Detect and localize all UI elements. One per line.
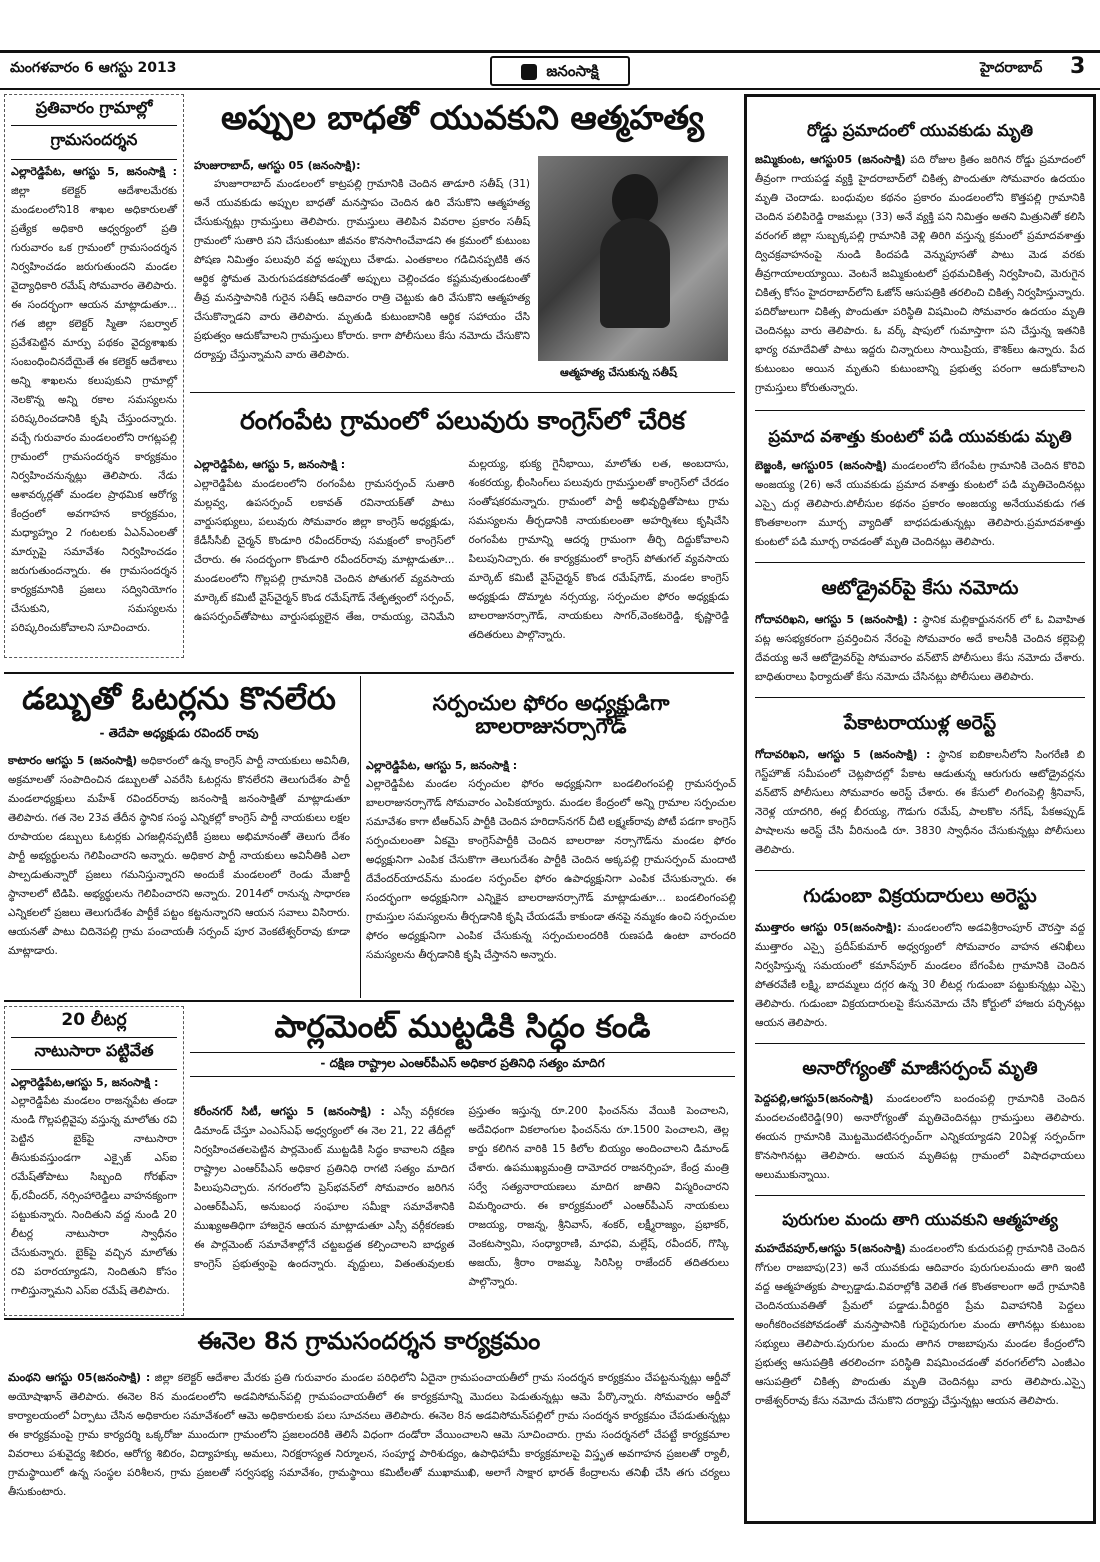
sara-title-1: 20 లీటర్ల: [61, 1010, 127, 1030]
right-s3-dateline: గోదావరిఖని, ఆగస్టు 5 (జనంసాక్షి) :: [755, 613, 918, 626]
bottom-headline: ఈనెల 8న గ్రామసందర్శన కార్యక్రమం: [197, 1327, 541, 1355]
right-s7-dateline: మహదేవపూర్,ఆగస్టు 5(జనంసాక్షి): [755, 1242, 906, 1255]
right-news-column: [744, 94, 1096, 1524]
right-s4-dateline: గోదావరిఖని, ఆగస్టు 5 (జనంసాక్షి) :: [755, 748, 931, 761]
right-s6-dateline: పెద్దపల్లి,ఆగస్టు5(జనంసాక్షి): [755, 1092, 874, 1105]
forum-story: [366, 676, 736, 998]
left-box-dateline: ఎల్లారెడ్డిపేట, ఆగస్టు 5, జనంసాక్షి :: [11, 165, 177, 179]
masthead-logo: [490, 56, 630, 86]
right-s3-headline: ఆటోడ్రైవర్‌పై కేసు నమోదు: [755, 562, 1085, 610]
right-s2-dateline: బెజ్జంకి, ఆగస్టు05 (జనంసాక్షి): [755, 459, 888, 472]
right-s1-dateline: జమ్మికుంట, ఆగస్టు05 (జనంసాక్షి): [755, 153, 906, 166]
lead-headline: అప్పుల బాధతో యువకుని ఆత్మహత్య: [220, 98, 705, 137]
right-s5-headline: గుడుంబా విక్రయదారులు అరెస్టు: [755, 870, 1085, 918]
right-s3-body: స్థానిక మల్లికార్జుననగర్ లో ఓ వివాహిత పట్ల అసభ్యకరంగా ప్రవర్తించిన నేరంపై సోమవారం అదే కాలనీకి చెందిన కల్లెపెల్లి దేవయ్య అనే ఆటోడ్రైవర్‌పై సోమవారం వన్‌టౌన్ పోలీసులు కేసు నమోదు చేశారు. బాధితురాలు ఫిర్యాదుతో కేసు నమోదు చేసినట్లు పోలీసులు తెలిపారు.: [755, 614, 1085, 683]
sara-body: ఎల్లారెడ్డిపేట మండలం రాజన్నపేట తండా నుండి గొల్లపల్లివైపు వస్తున్న మాలోతు రవి పెట్టిన బైక్‌పై నాటుసారా తీసుకువస్తుండగా ఎక్సైజ్ ఎస్‌ఐ రమేష్‌తోపాటు సిబ్బంది గోరఖ్‌నా థ్,రవీందర్, నర్సింహారెడ్డిలు వాహనక్యంగా పట్టుకున్నారు. నిందితుని వద్ద నుండి 20 లీటర్ల నాటుసారా స్వాధీనం చేసుకున్నారు. బైక్‌పై వచ్చిన మాలోతు రవి పరారయ్యాడని, నిందితుని కోసం గాలిస్తున్నామని ఎస్‌ఐ రమేష్ తెలిపారు.: [11, 1095, 177, 1298]
masthead-logo-text: జనంసాక్షి: [546, 62, 599, 80]
left-box-body: జిల్లా కలెక్టర్ ఆదేశాలమేరకు మండలంలోని18 శాఖల అధికారులతో ప్రత్యేక అధికారి ఆధ్వర్యంలో ప్రతి గురువారం ఒక గ్రామంలో గ్రామసందర్శన నిర్వహించడం జరుగుతుందని మండల వైద్యాధికారి రమేష్ సోమవారం తెలిపారు. ఈ సందర్భంగా ఆయన మాట్లాడుతూ... గత జిల్లా కలెక్టర్ స్మితా సబర్వాల్ ప్రవేశపెట్టిన మార్పు పథకం వైద్యశాఖకు సంబంధించినదేయైతే ఈ కలెక్టర్ ఆదేశాలు అన్ని శాఖలను కలుపుకుని గ్రామాల్లో నెలకొన్న అన్ని రకాల సమస్యలను పరిష్కరించడానికి కృషి చేస్తుందన్నారు. వచ్చే గురువారం మండలంలోని రాగట్లపల్లి గ్రామంలో గ్రామసందర్శన కార్యక్రమం నిర్వహించనున్నట్లు తెలిపారు. నేడు ఆశావర్కర్లతో మండల ప్రాథమిక ఆరోగ్య కేంద్రంలో అవగాహన కార్యక్రమం, మధ్యాహ్నం 2 గంటలకు ఏఎన్ఎంలతో మార్పుపై సమావేశం నిర్వహించడం జరుగుతుందన్నారు. ఈ గ్రామసందర్శన కార్యక్రమానికి ప్రజలు సద్వినియోగం చేసుకుని, సమస్యలను పరిష్కరించుకోవాలని సూచించారు.: [11, 185, 177, 635]
masthead-date: మంగళవారం 6 ఆగస్టు 2013: [10, 60, 177, 76]
sara-dateline: ఎల్లారెడ్డిపేట,ఆగస్టు 5, జనంసాక్షి :: [11, 1076, 159, 1090]
right-s2-body: మండలంలోని బేగంపేట గ్రామానికి చెందిన కొరివి అంజయ్య (26) అనే యువకుడు ప్రమాద వశాత్తు కుంటలో పడి మృతిచెందినట్లు ఎస్సై దుర్గ తెలిపారు.పోలీసుల కథనం ప్రకారం అంజయ్య అనేయువకుడు గత కొంతకాలంగా మూర్చ వ్యాదితో బాధపడుతున్నట్లు తెలిపారు.ప్రమాదవశాత్తు కుంటలో పడి మూర్చ రావడంతో మృతి చెందినట్లు తెలిపారు.: [755, 460, 1085, 548]
right-s4-body: స్థానిక ఐబికాలనీలోని సింగరేణి బి గెస్ట్‌హౌజ్ సమీపంలో చెట్లపొదల్లో పేకాట ఆడుతున్న ఆరుగురు ఆటోడ్రైవర్లను వన్‌టౌన్ పోలీసులు సోమవారం అరెస్ట్ చేశారు. ఈ కేసులో లింగంపెల్లి శ్రీనివాస్, నెరెళ్ల యాదగిరి, ఈర్ల బీరయ్య, గౌడుగు రమేష్, పాలకొల నగేష్, పేకఅప్పుడ్ పాషాలను అరెస్ట్ చేసి వీరినుండి రూ. 3830 స్వాధీనం చేసుకున్నట్లు పోలీసులు తెలిపారు.: [755, 749, 1085, 856]
lead-body: హుజూరాబాద్ మండలంలో కాట్రపల్లి గ్రామానికి చెందిన తాడూరి సతీష్ (31) అనే యువకుడు అప్పుల బాధతో మనస్తాపం చెందిన ఉరి వేసుకొని ఆత్మహత్య చేసుకున్నట్లు గ్రామస్తులు తెలిపారు. గ్రామస్తులు తెలిపిన వివరాల ప్రకారం సతీష్ గ్రామంలో సుతారి పని చేసుకుంటూ జీవనం కొనసాగించేవాడని ఈ క్రమంలో కుటుంబ పోషణ నిమిత్తం పలువురి వద్ద అప్పులు చేశాడు. ఎంతకాలం గడిచినప్పటికి తన ఆర్థిక స్థోమత మెరుగుపడకపోవడంతో అప్పులు చెల్లించడం కష్టమవుతుండటంతో తీవ్ర మనస్తాపానికి గురైన సతీష్ ఆదివారం రాత్రి చెట్టుకు ఉరి వేసుకొని ఆత్మహత్య చేసుకొన్నాడని వారు తెలిపారు. మృతుడి కుటుంబానికి ఆర్థిక సహాయం చేసి ప్రభుత్వం ఆదుకోవాలని గ్రామస్తులు కోరారు. కాగా పోలీసులు కేసు నమోదు చేసుకొని దర్యాప్తు చేస్తున్నామని వారు తెలిపారు.: [194, 178, 530, 361]
bottom-story: [4, 1322, 734, 1522]
rangampet-story: [190, 392, 735, 670]
left-gramasandarshana-box: [4, 94, 184, 658]
right-s7-headline: పురుగుల మందు తాగి యువకుని ఆత్మహత్య: [755, 1195, 1085, 1239]
right-s2-headline: ప్రమాద వశాత్తు కుంటలో పడి యువకుడు మృతి: [755, 410, 1085, 456]
parliament-story: [190, 1006, 735, 1316]
forum-body: ఎల్లారెడ్డిపేట మండల సర్పంచుల ఫోరం అధ్యక్షునిగా బండలింగంపల్లి గ్రామసర్పంచ్ బాలరాజునర్సాగౌడ్ సోమవారం ఎంపికయ్యారు. మండల కేంద్రంలో అన్ని గ్రామాల సర్పంచుల సమావేశం కాగా టీఆర్‌ఎస్ పార్టీకి చెందిన హరిదాస్‌నగర్ చీటి లక్ష్మణ్‌రావు పోటీ పడగా కాంగ్రెస్ సర్పంచులంతా ఏకమై కాంగ్రెస్‌పార్టీకి చెందిన బాలరాజు నర్సాగౌడ్‌ను మండల ఫోరం అధ్యక్షునిగా ఎంపిక చేసుకొగా తెలుగుదేశం పార్టీకి చెందిన అక్కపల్లి గ్రామసర్పంచ్ మందాటి దేవేందర్‌యాదవ్‌ను మండల సర్పంచ్‌ల ఫోరం ఉపాధ్యక్షునిగా ఎంపిక చేసుకున్నారు. ఈ సందర్భంగా అధ్యక్షునిగా ఎన్నికైన బాలరాజునర్సాగౌడ్ మాట్లాడుతూ... బండలింగంపల్లి గ్రామస్తుల సమస్యలను తీర్చడానికి కృషి చేయడమే కాకుండా తనపై నమ్మకం ఉంచి సర్పంచుల ఫోరం అధ్యక్షునిగా ఎంపిక చేసుకున్న సర్పంచులందరికి రుణపడి ఉంటా వారందరి సమస్యలను తీర్చడానికి కృషి చేస్తానని అన్నారు.: [366, 778, 736, 962]
left-box-title-2: గ్రామసందర్శన: [50, 129, 138, 149]
page-number: 3: [1070, 54, 1086, 79]
masthead-city: హైదరాబాద్: [980, 60, 1043, 76]
rangampet-dateline: ఎల్లారెడ్డిపేట, ఆగస్టు 5, జనంసాక్షి :: [194, 458, 346, 471]
sara-title-2: నాటుసారా పట్టివేత: [34, 1040, 154, 1060]
lead-photo-caption: ఆత్మహత్య చేసుకున్న సతీష్: [560, 366, 677, 379]
parliament-body: ఎస్సీ వర్గీకరణ డిమాండ్ చేస్తూ ఎంఎస్‌ఎఫ్ అధ్వర్యంలో ఈ నెల 21, 22 తేదీల్లో నిర్వహించతలపెట్టిన పార్లమెంట్ ముట్టడికి సిద్ధం కావాలని దక్షిణ రాష్ట్రాల ఎంఆర్‌పీఎస్ అధికార ప్రతినిధి రాగటి సత్యం మాదిగ పిలుపునిచ్చారు. నగరంలోని ప్రెస్‌భవన్‌లో సోమవారం జరిగిన ఎంఆర్‌పీఎస్, అనుబంధ సంఘాల సమీక్షా సమావేశానికి ముఖ్యఅతిధిగా హాజరైన ఆయన మాట్లాడుతూ ఎస్సీ వర్గీకరణకు ఈ పార్లమెంట్ సమావేశాల్లోనే చట్టబద్దత కల్పించాలని బాధ్యత కాంగ్రెస్ ప్రభుత్వంపై ఉందన్నారు. వృద్దులు, వితంతువులకు ప్రస్తుతం ఇస్తున్న రూ.200 ఫించన్‌ను వేయికి పెంచాలని, అదేవిధంగా వికలాంగుల ఫించన్‌ను రూ.1500 పెంచాలని, తెల్ల కార్డు కలిగిన వారికి 15 కిలోల బియ్యం అందించాలని డిమాండ్ చేశారు. ఉపముఖ్యమంత్రి దామోదర రాజనర్సింహ, కేంద్ర మంత్రి సర్వే సత్యనారాయణలు మాదిగ జాతిని విస్మరించారని విమర్శించారు. ఈ కార్యక్రమంలో ఎంఆర్‌పీఎస్ నాయకులు రాజయ్య, రాజన్న, శ్రీనివాస్, శంకర్, లక్ష్మీరాజ్యం, ప్రభాకర్, వెంకటస్వామి, సంధ్యారాణి, మాధవి, మల్లేష్, రవీందర్, గొస్కి అజయ్, శ్రీరాం రాజమ్మ, సిరిసిల్ల రాజేందర్ తదితరులు పాల్గొన్నారు.: [194, 1105, 729, 1288]
rangampet-headline: రంగంపేట గ్రామంలో పలువురు కాంగ్రెస్‌లో చేరిక: [239, 406, 686, 435]
right-s6-headline: అనారోగ్యంతో మాజీసర్పంచ్ మృతి: [755, 1043, 1085, 1089]
bottom-dateline: మంథని ఆగస్టు 05(జనంసాక్షి) :: [8, 1371, 151, 1385]
sara-box: [4, 1006, 184, 1316]
right-s4-headline: పేకాటరాయుళ్ల అరెస్ట్: [755, 697, 1085, 745]
masthead: [0, 0, 1100, 92]
forum-dateline: ఎల్లారెడ్డిపేట, ఆగస్టు 5, జనంసాక్షి :: [366, 759, 518, 773]
right-s1-headline: రోడ్డు ప్రమాదంలో యువకుడు మృతి: [806, 121, 1034, 140]
parliament-subhead: - దక్షిణ రాష్ట్రాల ఎంఆర్‌పీఎస్ అధికార ప్రతినిధి సత్యం మాదిగ: [190, 1052, 735, 1077]
money-story: [4, 676, 354, 998]
right-s1-body: పది రోజుల క్రితం జరిగిన రోడ్డు ప్రమాదంలో తీవ్రంగా గాయపడ్డ వ్యక్తి హైదరాబాద్‌లో చికిత్స పొందుతూ సోమవారం ఉదయం మృతి చెందాడు. బంధువుల కథనం ప్రకారం మండలంలోని కొత్తపల్లి గ్రామానికి చెందిన పలిపిరెడ్డి రాజమల్లు (33) అనే వ్యక్తి పని నిమిత్తం అతని మిత్రునితో కలిసి వరంగల్ జిల్లా సుబ్బక్కపల్లి గ్రామానికి వెళ్లి తిరిగి వస్తున్న క్రమంలో ప్రమాదవశాత్తు ద్విచక్రవాహనంపై నుండి కిందపడి వెన్నుపూసతో పాటు మెడ వరకు తీవ్రగాయాలయ్యాయి. వెంటనే జమ్మికుంటలో ప్రథమచికిత్స నిర్వహించి, మెరుగైన చికిత్స కోసం హైదరాబాద్‌లోని ఓజోన్ ఆసుపత్రికి తరలించి చికిత్స నిర్వహిస్తున్నారు. పదిరోజులుగా చికిత్స పొందుతూ పరిస్థితి విషమించి సోమవారం ఉదయం మృతి చెందినట్లు వారు తెలిపారు. ఓ వర్క్ షాపులో గుమాస్తాగా పని చేస్తున్న ఇతనికి భార్య రమాదేవితో పాటు ఇద్దరు చిన్నారులు సాయిప్రియ, కౌశిక్‌లు ఉన్నారు. పేద కుటుంబం అయిన మృతుని కుటుంబాన్ని ప్రభుత్వ పరంగా ఆదుకోవాలని గ్రామస్తులు కోరుతున్నారు.: [755, 154, 1085, 394]
right-s5-body: మండలంలోని అడవిశ్రీరాంపూర్ చౌరస్తా వద్ద ముత్తారం ఎస్సై ప్రదీప్‌కుమార్ అధ్వర్యంలో సోమవారం వాహన తనిఖీలు నిర్వహిస్తున్న సమయంలో కమాన్‌పూర్ మండలం బేగంపేట గ్రామానికి చెందిన పోతరవేణి లక్ష్మి, బాదమ్మలు దగ్గర ఉన్న 30 లీటర్ల గుడుంబా పట్టుకున్నట్లు ఎస్సై తెలిపారు. గుడుంబా విక్రయదారులపై కేసునమోదు చేసి కోర్టులో హాజరు పర్చినట్లు ఆయన తెలిపారు.: [755, 922, 1085, 1029]
right-s7-body: మండలంలోని కుదురుపల్లి గ్రామానికి చెందిన గోగుల రాజబాపు(23) అనే యువకుడు ఆదివారం పురుగులమందు తాగి ఇంటి వద్ద ఆత్మహత్యకు పాల్పడ్డాడు.వివరాల్లోకి వెలితే గత కొంతకాలంగా అదే గ్రామానికి చెందినయువతితో ప్రేమలో పడ్డాడు.వీరిద్దరి ప్రేమ వివాహానికి పెద్దలు అంగీకరించకపోవడంతో మనస్తాపానికి గురైపురుగుల మందు తాగినట్లు కుటుంబ సభ్యులు తెలిపారు.పురుగుల మందు తాగిన రాజబాపును మండల కేంద్రంలోని ప్రభుత్వ ఆసుపత్రికి తరలించగా పరిస్థితి విషమించడంతో వరంగల్‌లోని ఎంజీఎం ఆసుపత్రిలో చికిత్స పొందుతు మృతి చెందినట్లు వారు తెలిపారు.ఎస్సై రాజేశ్వర్‌రావు కేసు నమోదు చేసుకొని దర్యాప్తు చేస్తున్నట్లు ఆయన తెలిపారు.: [755, 1243, 1085, 1407]
money-headline: డబ్బుతో ఓటర్లను కొనలేరు: [22, 681, 336, 717]
parliament-headline: పార్లమెంట్ ముట్టడికి సిద్ధం కండి: [274, 1009, 651, 1045]
right-s5-dateline: ముత్తారం ఆగస్టు 05(జనంసాక్షి):: [755, 921, 902, 934]
person-body-shape: [600, 218, 670, 328]
left-box-title-1: ప్రతివారం గ్రామాల్లో: [35, 98, 153, 117]
lead-photo: [538, 156, 728, 361]
logo-icon: [521, 64, 537, 80]
forum-headline: సర్పంచుల ఫోరం అధ్యక్షుడిగా బాలరాజునర్సాగౌడ్: [432, 691, 670, 739]
parliament-dateline: కరీంనగర్ సిటీ, ఆగస్టు 5 (జనంసాక్షి) :: [194, 1105, 385, 1118]
lead-story: [190, 94, 735, 390]
lead-dateline: హుజురాబాద్, ఆగస్టు 05 (జనంసాక్షి):: [194, 159, 361, 172]
money-subhead: - తెదేపా అధ్యక్షుడు రవిందర్ రావు: [99, 726, 259, 741]
right-s6-body: మండలంలోని బందంపల్లి గ్రామానికి చెందిన మందలచంటిరెడ్డి(90) అనారోగ్యంతో మృతిచెందినట్లు గ్రామస్తులు తెలిపారు. ఈయన గ్రామానికి మొట్టమొదటిసర్పంచ్‌గా ఎన్నికయ్యాడని 20ఏళ్ల సర్పంచ్‌గా కొనసాగినట్లు తెలిపారు. ఆయన మృతిపట్ల గ్రామంలో విషాదఛాయలు అలుముకున్నాయి.: [755, 1093, 1086, 1181]
money-dateline: కాటారం ఆగస్టు 5 (జనంసాక్షి): [8, 754, 138, 768]
money-body: అధికారంలో ఉన్న కాంగ్రెస్ పార్టీ నాయకులు అవినీతి, అక్రమాలతో సంపాదించిన డబ్బులతో ఎవరేసి ఓటర్లను కొనలేరని తెలుగుదేశం పార్టీ మండలాధ్యక్షులు మహేశ్ రవిందర్‌రావు జనంసాక్షి జనంసాక్షితో మాట్లాడుతూ తెలిపారు. గత నెల 23వ తేదీన స్థానిక సంస్థ ఎన్నికల్లో కాంగ్రెస్ పార్టీ నాయకులు లక్షల రూపాయల డబ్బులు ఓటర్లకు ఎగజల్లినప్పటికీ ప్రజలు అభిమానంతో తెలుగు దేశం పార్టీ అభ్యర్థులను గెలిపించారని అన్నారు. అధికార పార్టీ నాయకులు అవినీతికి ఎలా పాల్పడుతున్నారో ప్రజలు గమనిస్తున్నారని అందుకే మండలంలో రెండు మేజార్టీ స్థానాలలో టిడిపి. అభ్యర్థులను గెలిపించారని అన్నారు. 2014లో రానున్న సాధారణ ఎన్నికలలో ప్రజలు తెలుగుదేశం పార్టీకే పట్టం కట్టనున్నారని ఆయన సవాలు విసిరారు. ఆయనతో పాటు చిదినెపల్లి గ్రామ పంచాయతీ సర్పంచ్ పూర వెంకటేశ్వర్‌రావు కూడా మాట్లాడారు.: [8, 755, 351, 958]
rangampet-body: ఎల్లారెడ్డిపేట మండలంలోని రంగంపేట గ్రామసర్పంచ్ సుతారి మల్లవ్వ, ఉపసర్పంచ్ లకావత్ రవినాయక్‌తో పాటు వార్డుసభ్యులు, పలువురు సోమవారం జిల్లా కాంగ్రెస్ అధ్యక్షుడు, కేడీసీసీబీ చైర్మన్ కొండూరి రవీందర్‌రావు సమక్షంలో కాంగ్రెస్‌లో చేరారు. ఈ సందర్భంగా కొండూరి రవీందర్‌రావు మాట్లాడుతూ... మండలంలోని గొల్లపల్లి గ్రామానికి చెందిన పోతుగల్ వ్యవసాయ మార్కెట్ కమిటీ వైస్‌చైర్మన్ కొండ రమేష్‌గౌడ్ నేతృత్వంలో సర్పంచ్, ఉపసర్పంచ్‌తోపాటు వార్డుసభ్యులైన తేజ, రామయ్య, చెనిమేని మల్లయ్య, భుక్య గైనీభాయి, మాలోతు లత, అంబదాసు, శంకరయ్య, భీంసింగ్‌లు పలువురు గ్రామస్తులతో కాంగ్రెస్‌లో చేరడం సంతోషకరమన్నారు. గ్రామంలో పార్టీ అభివృద్ధితోపాటు గ్రామ సమస్యలను తీర్చడానికి నాయకులంతా అహర్నిశలు కృషిచేసి రంగంపేట గ్రామాన్ని ఆదర్శ గ్రామంగా తీర్చి దిద్దుకోవాలని పిలుపునిచ్చారు. ఈ కార్యక్రమంలో కాంగ్రెస్ పోతుగల్ వ్యవసాయ మార్కెట్ కమిటీ వైస్‌చైర్మన్ కొండ రమేష్‌గౌడ్, మండల కాంగ్రెస్ అధ్యక్షుడు దొమ్మాట నర్సయ్య, సర్పంచుల ఫోరం అధ్యక్షుడు బాలరాజునర్సాగౌడ్, నాయకులు సాగర్,వెంకటరెడ్డి, కృష్ణారెడ్డి తదితరులు పాల్గొన్నారు.: [194, 458, 729, 641]
bottom-body: జిల్లా కలెక్టర్ ఆదేశాల మేరకు ప్రతి గురువారం మండల పరిధిలోని ఏదైనా గ్రామపంచాయతీలో గ్రామ సందర్శన కార్యక్రమం చేపట్టనున్నట్లు ఆర్డీవో అయోషాఖాన్ తెలిపారు. ఈనెల 8న మండలంలోని అడవిసోమన్‌పల్లి గ్రామపంచాయతీలో ఈ కార్యక్రమాన్ని మొదలు పెడుతున్నట్లు ఆమె పేర్కొన్నారు. సోమవారం ఆర్డీవో కార్యాలయంలో ఏర్పాటు చేసిన అధికారుల సమావేశంలో ఆమె అధికారులకు పలు సూచనలు తెలిపారు. ఈనెల 8న అడవిసోమన్‌పల్లిలో గ్రామ సందర్శన కార్యక్రమం చేపడుతున్నట్లు ఈ కార్యక్రమంపై గ్రామ కార్యదర్శి ఒక్కరోజు ముందుగా గ్రామంలోని ప్రజలందరికి తెలిసే విధంగా దండోరా వేయించాలని ఆమె సూచించారు. గ్రామ సందర్శనలో చేపట్టే కార్యక్రమాల వివరాలు పశువైద్య శిబిరం, ఆరోగ్య శిబిరం, విద్యాహక్కు అమలు, నిరక్షరాస్యత నిర్మూలన, సంపూర్ణ పారిశుద్యం, ఉపాధిహామీ కార్యక్రమాలపై విస్తృత అవగాహన ప్రజలతో ర్యాలీ, గ్రామస్థాయిలో ఉన్న సంస్థల పరిశీలన, గ్రామ ప్రజలతో సర్వసభ్య సమావేశం, గ్రామస్థాయి కమిటీలతో ముఖాముఖి, అలాగే సాక్షార భారత్ కేంద్రాలను తనిఖీ చేసి తగు చర్యలు తీసుకుంటారు.: [8, 1372, 730, 1499]
